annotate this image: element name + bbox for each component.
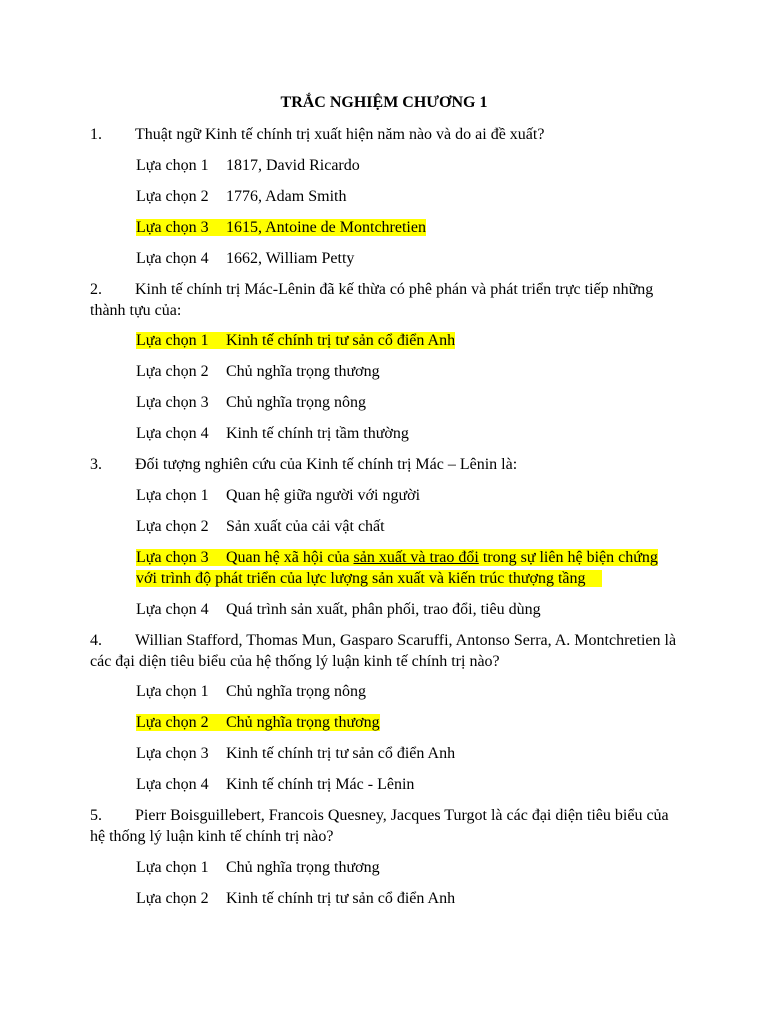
option-label: Lựa chọn 3 bbox=[136, 745, 209, 762]
option-label: Lựa chọn 2 bbox=[136, 890, 209, 907]
option-text: Sản xuất của cải vật chất bbox=[226, 518, 385, 535]
option-3-1 bbox=[136, 485, 420, 506]
option-2-4 bbox=[136, 423, 409, 444]
option-label: Lựa chọn 2 bbox=[136, 518, 209, 535]
question-number: 3. bbox=[90, 456, 102, 473]
option-label: Lựa chọn 3 bbox=[136, 549, 209, 566]
option-text: Kinh tế chính trị tầm thường bbox=[226, 425, 409, 442]
option-label: Lựa chọn 4 bbox=[136, 601, 209, 618]
option-4-4 bbox=[136, 774, 414, 795]
option-text: 1662, William Petty bbox=[226, 250, 355, 267]
option-text-before: Quan hệ xã hội của bbox=[226, 549, 354, 566]
question-number: 2. bbox=[90, 281, 102, 298]
question-number: 4. bbox=[90, 632, 102, 649]
option-label: Lựa chọn 2 bbox=[136, 188, 209, 205]
option-text: Kinh tế chính trị tư sản cổ điển Anh bbox=[226, 332, 456, 349]
option-label: Lựa chọn 2 bbox=[136, 363, 209, 380]
question-2 bbox=[90, 279, 680, 321]
question-text: Thuật ngữ Kinh tế chính trị xuất hiện năm nào và do ai đề xuất? bbox=[135, 126, 545, 143]
option-label: Lựa chọn 2 bbox=[136, 714, 209, 731]
question-text: Đối tượng nghiên cứu của Kinh tế chính trị Mác – Lênin là: bbox=[135, 456, 518, 473]
option-5-2 bbox=[136, 888, 455, 909]
option-5-1 bbox=[136, 857, 380, 878]
question-number: 5. bbox=[90, 807, 102, 824]
question-4 bbox=[90, 630, 680, 672]
option-1-1 bbox=[136, 155, 360, 176]
option-1-2 bbox=[136, 186, 346, 207]
question-1 bbox=[90, 124, 680, 145]
option-label: Lựa chọn 4 bbox=[136, 776, 209, 793]
option-text: Chủ nghĩa trọng nông bbox=[226, 394, 366, 411]
document-title: TRẮC NGHIỆM CHƯƠNG 1 bbox=[280, 94, 488, 111]
option-text: 1817, David Ricardo bbox=[226, 157, 360, 174]
question-text: Pierr Boisguillebert, Francois Quesney, Jacques Turgot là các đại diện tiêu biểu của hệ thống lý luận kinh tế chính trị nào? bbox=[90, 807, 669, 845]
option-3-3-correct bbox=[136, 547, 671, 589]
question-text: Willian Stafford, Thomas Mun, Gasparo Scaruffi, Antonso Serra, A. Montchretien là các đại diện tiêu biểu của hệ thống lý luận kinh tế chính trị nào? bbox=[90, 632, 677, 670]
option-label: Lựa chọn 1 bbox=[136, 157, 209, 174]
option-text: Chủ nghĩa trọng thương bbox=[226, 859, 380, 876]
question-number: 1. bbox=[90, 126, 102, 143]
option-label: Lựa chọn 1 bbox=[136, 332, 209, 349]
option-4-1 bbox=[136, 681, 366, 702]
option-4-2-correct bbox=[136, 712, 380, 733]
option-text: Chủ nghĩa trọng thương bbox=[226, 714, 380, 731]
question-text: Kinh tế chính trị Mác-Lênin đã kế thừa có phê phán và phát triển trực tiếp những thành tựu của: bbox=[90, 281, 654, 319]
option-label: Lựa chọn 4 bbox=[136, 250, 209, 267]
option-2-1-correct bbox=[136, 330, 455, 351]
option-label: Lựa chọn 1 bbox=[136, 683, 209, 700]
option-3-2 bbox=[136, 516, 385, 537]
option-1-4 bbox=[136, 248, 354, 269]
option-text: Quan hệ giữa người với người bbox=[226, 487, 421, 504]
option-label: Lựa chọn 4 bbox=[136, 425, 209, 442]
option-text: Kinh tế chính trị tư sản cổ điển Anh bbox=[226, 890, 456, 907]
option-3-4 bbox=[136, 599, 541, 620]
option-text: Kinh tế chính trị tư sản cổ điển Anh bbox=[226, 745, 456, 762]
option-2-2 bbox=[136, 361, 380, 382]
option-text: Quá trình sản xuất, phân phối, trao đổi, tiêu dùng bbox=[226, 601, 541, 618]
option-label: Lựa chọn 3 bbox=[136, 219, 209, 236]
option-4-3 bbox=[136, 743, 455, 764]
question-5 bbox=[90, 805, 680, 847]
option-text: 1776, Adam Smith bbox=[226, 188, 347, 205]
option-text: Kinh tế chính trị Mác - Lênin bbox=[226, 776, 415, 793]
option-label: Lựa chọn 1 bbox=[136, 859, 209, 876]
option-text-underlined: sản xuất và trao đổi bbox=[353, 549, 479, 566]
question-3 bbox=[90, 454, 680, 475]
option-text: Chủ nghĩa trọng thương bbox=[226, 363, 380, 380]
option-label: Lựa chọn 1 bbox=[136, 487, 209, 504]
option-label: Lựa chọn 3 bbox=[136, 394, 209, 411]
option-text-after: trong sự liên hệ biện chứng với trình độ phát triển của lực lượng sản xuất và kiến trúc thượng tầng bbox=[136, 549, 658, 587]
option-text: 1615, Antoine de Montchretien bbox=[226, 219, 426, 236]
option-2-3 bbox=[136, 392, 366, 413]
option-1-3-correct bbox=[136, 217, 426, 238]
option-text: Chủ nghĩa trọng nông bbox=[226, 683, 366, 700]
